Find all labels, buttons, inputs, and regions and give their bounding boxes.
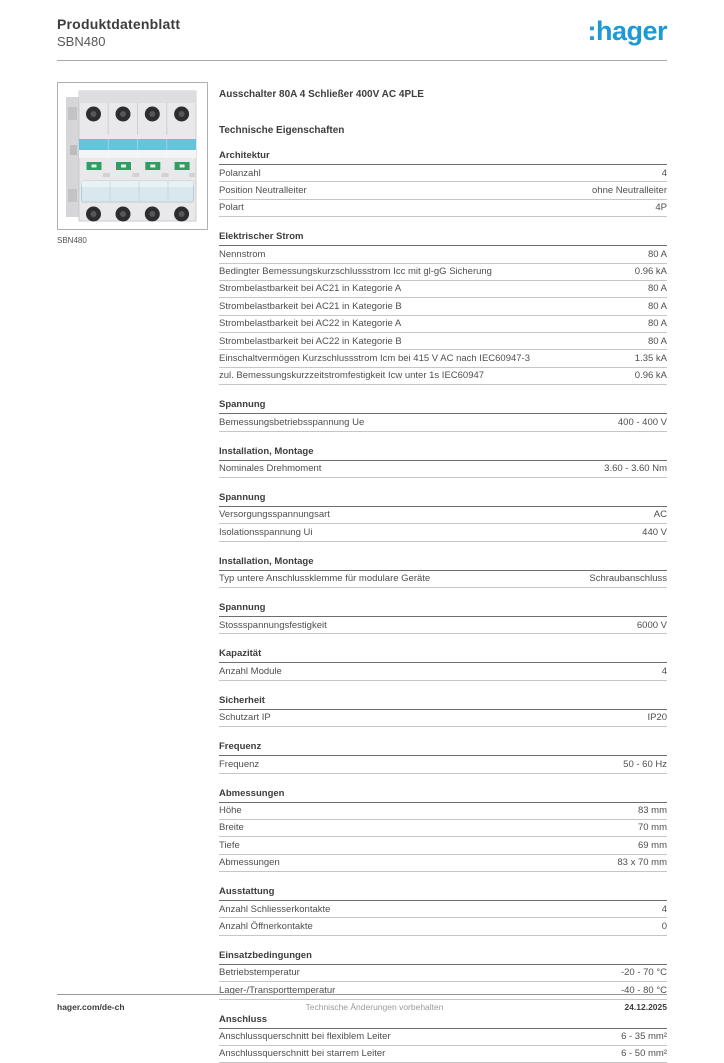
page-header bbox=[57, 0, 667, 49]
spec-value: 440 V bbox=[642, 527, 667, 539]
product-image-frame bbox=[57, 82, 208, 230]
spec-label: Versorgungsspannungsart bbox=[219, 509, 342, 521]
spec-label: Breite bbox=[219, 822, 256, 834]
spec-section bbox=[219, 556, 667, 588]
footer-website-link[interactable]: hager.com/de-ch bbox=[57, 1002, 125, 1012]
section-rows bbox=[219, 710, 667, 727]
spec-row bbox=[219, 200, 667, 217]
spec-label: Anzahl Module bbox=[219, 666, 294, 678]
section-rows bbox=[219, 663, 667, 680]
content-area bbox=[57, 82, 667, 1063]
spec-value: AC bbox=[654, 509, 667, 521]
spec-row bbox=[219, 182, 667, 199]
page-footer bbox=[57, 994, 667, 1012]
spec-label: Polart bbox=[219, 202, 256, 214]
spec-value: 69 mm bbox=[638, 840, 667, 852]
spec-value: 80 A bbox=[648, 249, 667, 261]
spec-value: 83 mm bbox=[638, 805, 667, 817]
spec-row bbox=[219, 820, 667, 837]
spec-label: Anschlussquerschnitt bei flexiblem Leiter bbox=[219, 1031, 403, 1043]
section-rows bbox=[219, 617, 667, 634]
section-title: Elektrischer Strom bbox=[219, 231, 667, 246]
section-rows bbox=[219, 246, 667, 385]
spec-section bbox=[219, 602, 667, 634]
section-title: Abmessungen bbox=[219, 788, 667, 803]
spec-label: Anzahl Öffnerkontakte bbox=[219, 921, 325, 933]
spec-value: 0.96 kA bbox=[635, 370, 667, 382]
section-title: Frequenz bbox=[219, 741, 667, 756]
spec-row bbox=[219, 461, 667, 478]
section-title: Installation, Montage bbox=[219, 446, 667, 461]
section-title: Kapazität bbox=[219, 648, 667, 663]
spec-row bbox=[219, 571, 667, 588]
section-title: Anschluss bbox=[219, 1014, 667, 1029]
spec-value: 6 - 50 mm² bbox=[621, 1048, 667, 1060]
spec-row bbox=[219, 246, 667, 263]
spec-row bbox=[219, 965, 667, 982]
hager-logo: :hager bbox=[587, 18, 667, 45]
section-title: Einsatzbedingungen bbox=[219, 950, 667, 965]
section-rows bbox=[219, 1029, 667, 1063]
spec-value: 0.96 kA bbox=[635, 266, 667, 278]
spec-row bbox=[219, 901, 667, 918]
spec-row bbox=[219, 524, 667, 541]
spec-row bbox=[219, 1046, 667, 1063]
footer-row bbox=[57, 1002, 667, 1012]
spec-label: Abmessungen bbox=[219, 857, 292, 869]
spec-section bbox=[219, 492, 667, 542]
header-left bbox=[57, 16, 180, 49]
spec-row bbox=[219, 350, 667, 367]
spec-row bbox=[219, 756, 667, 773]
spec-row bbox=[219, 918, 667, 935]
spec-value: 6000 V bbox=[637, 620, 667, 632]
spec-label: Tiefe bbox=[219, 840, 252, 852]
spec-row bbox=[219, 333, 667, 350]
footer-notice: Technische Änderungen vorbehalten bbox=[306, 1002, 444, 1012]
spec-label: Position Neutralleiter bbox=[219, 185, 319, 197]
spec-row bbox=[219, 507, 667, 524]
spec-value: 80 A bbox=[648, 336, 667, 348]
section-title: Installation, Montage bbox=[219, 556, 667, 571]
product-title: Ausschalter 80A 4 Schließer 400V AC 4PLE bbox=[219, 89, 667, 100]
section-title: Spannung bbox=[219, 399, 667, 414]
footer-divider bbox=[57, 994, 667, 995]
spec-label: Strombelastbarkeit bei AC21 in Kategorie B bbox=[219, 301, 414, 313]
spec-value: 4 bbox=[662, 666, 667, 678]
spec-section bbox=[219, 648, 667, 680]
specs-column bbox=[219, 82, 667, 1063]
spec-section bbox=[219, 788, 667, 873]
spec-row bbox=[219, 803, 667, 820]
spec-section bbox=[219, 950, 667, 1000]
spec-value: 80 A bbox=[648, 318, 667, 330]
spec-section bbox=[219, 1014, 667, 1063]
spec-value: 50 - 60 Hz bbox=[623, 759, 667, 771]
spec-label: Bemessungsbetriebsspannung Ue bbox=[219, 417, 376, 429]
spec-label: Höhe bbox=[219, 805, 254, 817]
spec-value: 4P bbox=[655, 202, 667, 214]
spec-row bbox=[219, 414, 667, 431]
spec-value: 80 A bbox=[648, 283, 667, 295]
spec-section bbox=[219, 446, 667, 478]
section-title: Architektur bbox=[219, 150, 667, 165]
spec-row bbox=[219, 316, 667, 333]
spec-value: 3.60 - 3.60 Nm bbox=[604, 463, 667, 475]
spec-section bbox=[219, 399, 667, 431]
section-rows bbox=[219, 803, 667, 873]
spec-label: Stossspannungsfestigkeit bbox=[219, 620, 339, 632]
spec-value: -20 - 70 °C bbox=[621, 967, 667, 979]
spec-label: Schutzart IP bbox=[219, 712, 283, 724]
spec-label: zul. Bemessungskurzzeitstromfestigkeit Icw unter 1s IEC60947 bbox=[219, 370, 496, 382]
spec-value: 400 - 400 V bbox=[618, 417, 667, 429]
section-rows bbox=[219, 901, 667, 936]
section-title: Ausstattung bbox=[219, 886, 667, 901]
spec-label: Nominales Drehmoment bbox=[219, 463, 333, 475]
spec-row bbox=[219, 264, 667, 281]
spec-label: Polanzahl bbox=[219, 168, 273, 180]
spec-value: 70 mm bbox=[638, 822, 667, 834]
spec-value: 1.35 kA bbox=[635, 353, 667, 365]
spec-row bbox=[219, 1029, 667, 1046]
footer-date: 24.12.2025 bbox=[624, 1002, 667, 1012]
spec-row bbox=[219, 837, 667, 854]
spec-label: Frequenz bbox=[219, 759, 271, 771]
spec-row bbox=[219, 617, 667, 634]
section-rows bbox=[219, 165, 667, 217]
product-photo bbox=[58, 83, 207, 229]
spec-label: Betriebstemperatur bbox=[219, 967, 312, 979]
spec-row bbox=[219, 165, 667, 182]
spec-section bbox=[219, 741, 667, 773]
spec-label: Isolationsspannung Ui bbox=[219, 527, 324, 539]
product-code: SBN480 bbox=[57, 34, 180, 49]
spec-section bbox=[219, 695, 667, 727]
spec-value: 0 bbox=[662, 921, 667, 933]
spec-row bbox=[219, 663, 667, 680]
section-rows bbox=[219, 461, 667, 478]
spec-row bbox=[219, 298, 667, 315]
spec-value: 83 x 70 mm bbox=[617, 857, 667, 869]
spec-label: Nennstrom bbox=[219, 249, 277, 261]
spec-label: Lager-/Transporttemperatur bbox=[219, 985, 347, 997]
section-title: Sicherheit bbox=[219, 695, 667, 710]
product-image-caption: SBN480 bbox=[57, 236, 208, 245]
spec-label: Strombelastbarkeit bei AC22 in Kategorie A bbox=[219, 318, 413, 330]
spec-label: Bedingter Bemessungskurzschlussstrom Icc mit gl-gG Sicherung bbox=[219, 266, 504, 278]
spec-value: 6 - 35 mm² bbox=[621, 1031, 667, 1043]
spec-section bbox=[219, 886, 667, 936]
section-rows bbox=[219, 571, 667, 588]
spec-label: Einschaltvermögen Kurzschlussstrom Icm bei 415 V AC nach IEC60947-3 bbox=[219, 353, 542, 365]
section-title: Spannung bbox=[219, 492, 667, 507]
section-rows bbox=[219, 756, 667, 773]
section-title: Spannung bbox=[219, 602, 667, 617]
spec-label: Typ untere Anschlussklemme für modulare Geräte bbox=[219, 573, 442, 585]
spec-section bbox=[219, 231, 667, 385]
spec-label: Strombelastbarkeit bei AC21 in Kategorie A bbox=[219, 283, 413, 295]
spec-row bbox=[219, 710, 667, 727]
document-type-title: Produktdatenblatt bbox=[57, 16, 180, 32]
spec-value: 4 bbox=[662, 904, 667, 916]
section-rows bbox=[219, 414, 667, 431]
spec-section bbox=[219, 150, 667, 217]
spec-value: 80 A bbox=[648, 301, 667, 313]
spec-label: Strombelastbarkeit bei AC22 in Kategorie B bbox=[219, 336, 414, 348]
spec-value: -40 - 80 °C bbox=[621, 985, 667, 997]
spec-row bbox=[219, 368, 667, 385]
spec-value: 4 bbox=[662, 168, 667, 180]
header-divider bbox=[57, 60, 667, 61]
spec-label: Anzahl Schliesserkontakte bbox=[219, 904, 342, 916]
spec-label: Anschlussquerschnitt bei starrem Leiter bbox=[219, 1048, 397, 1060]
product-image-column bbox=[57, 82, 208, 1063]
spec-row bbox=[219, 281, 667, 298]
spec-value: Schraubanschluss bbox=[589, 573, 667, 585]
specs-heading: Technische Eigenschaften bbox=[219, 125, 667, 136]
spec-value: ohne Neutralleiter bbox=[592, 185, 667, 197]
spec-row bbox=[219, 855, 667, 872]
spec-value: IP20 bbox=[647, 712, 667, 724]
section-rows bbox=[219, 507, 667, 542]
spec-sections bbox=[219, 150, 667, 1063]
